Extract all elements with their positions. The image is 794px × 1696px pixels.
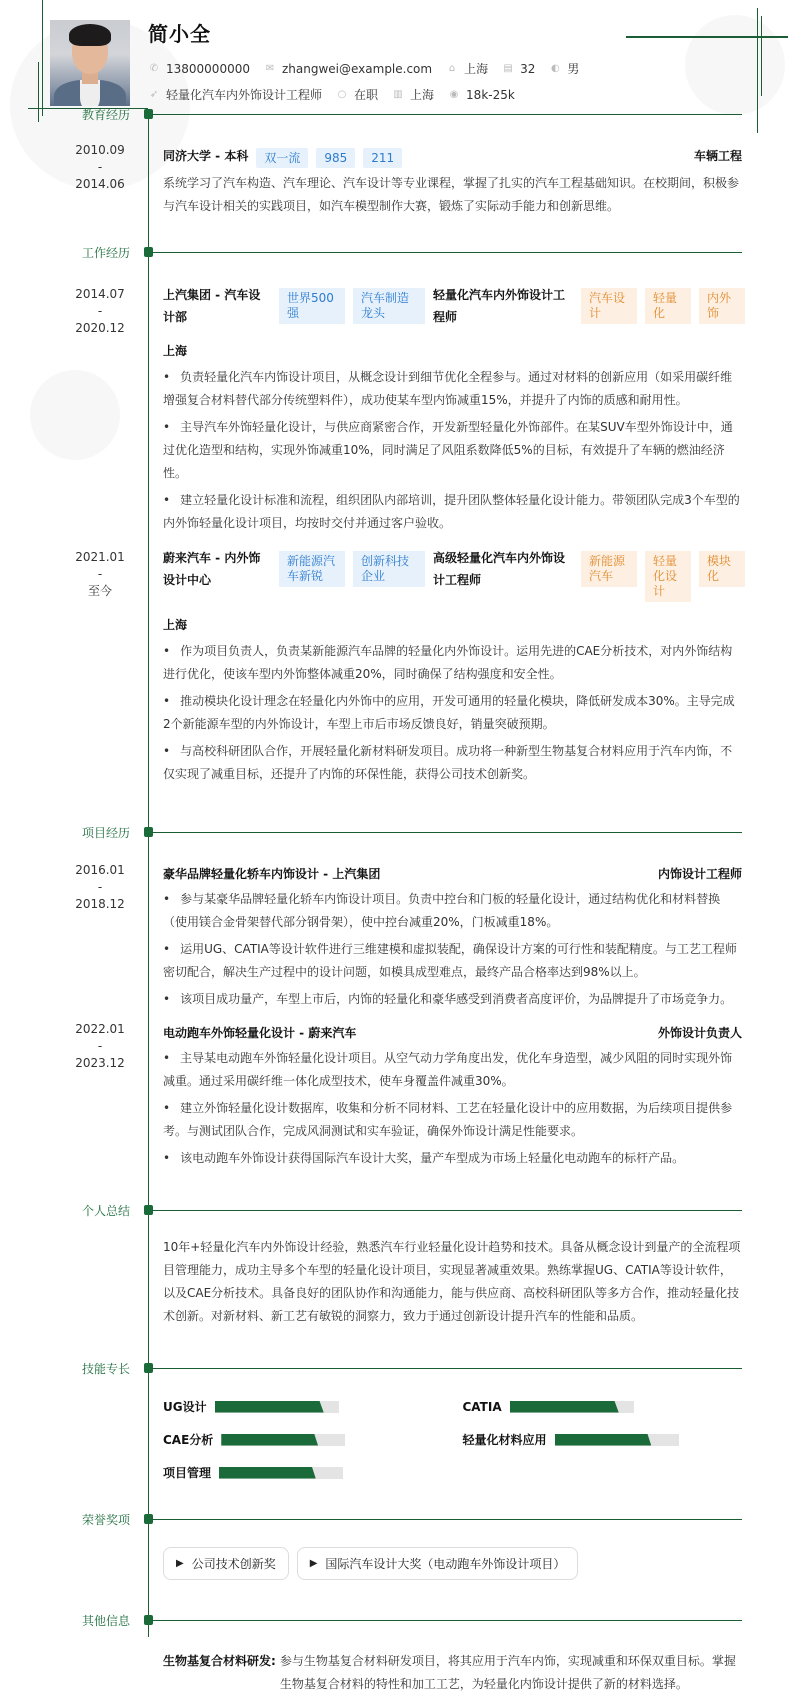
skill-label: CAE分析 (163, 1433, 214, 1447)
other-item (163, 1650, 742, 1696)
summary-text: 10年+轻量化汽车内外饰设计经验，熟悉汽车行业轻量化设计趋势和技术。具备从概念设计到量产的全流程项目管理能力，成功主导多个车型的轻量化设计项目，实现显著减重效果。熟练掌握UG、CATIA等设计软件，以及CAE分析技术。具备良好的团队协作和沟通能力，能与供应商、高校科研团队等多方合作，推动轻量化技术创新。对新材料、新工艺有敏锐的洞察力，致力于通过创新设计提升汽车的性能和品质。 (163, 1240, 741, 1323)
skill-progress-bar (219, 1467, 343, 1479)
award-chip (163, 1547, 289, 1580)
send-icon: ➶ (149, 88, 159, 100)
company-tag: 世界500强 (279, 288, 345, 324)
entry-head (163, 1021, 742, 1045)
entry-date: 2010.09 - 2014.06 (75, 143, 125, 191)
play-triangle-icon: ▶ (309, 1558, 318, 1569)
skill-label: 轻量化材料应用 (462, 1433, 547, 1447)
skill-label: CATIA (462, 1399, 502, 1414)
skill-item (463, 1398, 743, 1415)
work-entry (0, 547, 794, 786)
mail-icon: ✉ (265, 62, 275, 74)
award-label: 公司技术创新奖 (191, 1557, 276, 1571)
avatar-photo (50, 20, 130, 106)
projects-section (0, 822, 794, 1170)
section-divider (152, 1368, 742, 1369)
skill-progress-bar (555, 1434, 679, 1446)
bullet-item: • 该项目成功量产，车型上市后，内饰的轻量化和豪华感受到消费者高度评价，为品牌提升了市场竞争力。 (163, 988, 742, 1011)
salary-item (448, 88, 515, 102)
candidate-name: 简小全 (148, 22, 211, 46)
skill-progress-fill (219, 1467, 316, 1479)
skill-item (163, 1398, 443, 1415)
other-section (0, 1610, 794, 1696)
location-value: 上海 (464, 62, 489, 76)
section-title-skills: 技能专长 (81, 1362, 130, 1376)
job-position: 高级轻量化汽车内外饰设计工程师 (433, 551, 566, 587)
bullet-item: • 作为项目负责人，负责某新能源汽车品牌的轻量化内外饰设计。运用先进的CAE分析技术，对内外饰结构进行优化，使该车型内外饰整体减重20%，同时确保了结构强度和安全性。 (163, 640, 742, 686)
other-entry (0, 1650, 794, 1696)
bullet-item: • 建立轻量化设计标准和流程，组织团队内部培训，提升团队整体轻量化设计能力。带领团队完成3个车型的内外饰轻量化设计项目，均按时交付并通过客户验收。 (163, 489, 742, 535)
skill-progress-bar (221, 1434, 345, 1446)
section-divider (152, 114, 742, 115)
section-divider (152, 1620, 742, 1621)
gender-icon: ◐ (551, 62, 560, 74)
position-tag: 轻量化 (645, 288, 691, 324)
skill-item (163, 1431, 443, 1448)
skill-progress-bar (215, 1401, 339, 1413)
skill-progress-fill (510, 1401, 619, 1413)
section-divider (152, 1519, 742, 1520)
skills-grid (163, 1398, 742, 1481)
entry-head (163, 144, 742, 168)
building-icon: ▥ (393, 88, 403, 100)
awards-entry (0, 1547, 794, 1580)
position-tag: 新能源汽车 (581, 551, 637, 587)
phone-value: 13800000000 (166, 61, 250, 76)
bullet-item: • 主导汽车外饰轻量化设计，与供应商紧密合作，开发新型轻量化外饰部件。在某SUV车型外饰设计中，通过优化造型和结构，实现外饰减重10%，同时满足了风阻系数降低5%的目标，有效提升了车辆的燃油经济性。 (163, 416, 742, 485)
project-role: 内饰设计工程师 (657, 867, 742, 881)
school-tag: 211 (363, 148, 402, 168)
money-icon: ◉ (449, 88, 459, 100)
phone-item (148, 62, 250, 76)
bullet-item: • 建立外饰轻量化设计数据库，收集和分析不同材料、工艺在轻量化设计中的应用数据，为后续项目提供参考。与测试团队合作，完成风洞测试和实车验证，确保外饰设计满足性能要求。 (163, 1097, 742, 1143)
target-city-item (392, 86, 434, 103)
summary-section (0, 1200, 794, 1328)
bullet-item: • 与高校科研团队合作，开展轻量化新材料研发项目。成功将一种新型生物基复合材料应用于汽车内饰，不仅实现了减重目标，还提升了内饰的环保性能，获得公司技术创新奖。 (163, 740, 742, 786)
skill-item (163, 1464, 443, 1481)
work-entry (0, 284, 794, 535)
status-value: 在职 (354, 88, 379, 102)
awards-list (163, 1547, 742, 1580)
section-header (0, 1610, 794, 1630)
email-value: zhangwei@example.com (281, 61, 433, 76)
section-title-summary: 个人总结 (81, 1204, 130, 1218)
job-header (163, 547, 742, 602)
skill-progress-fill (221, 1434, 318, 1446)
work-city: 上海 (163, 344, 188, 358)
gender-item (549, 60, 579, 77)
home-icon: ⌂ (448, 62, 456, 74)
skill-item (463, 1431, 743, 1448)
education-section (0, 104, 794, 218)
bullet-item: • 负责轻量化汽车内饰设计项目，从概念设计到细节优化全程参与。通过对材料的创新应用（如采用碳纤维增强复合材料替代部分传统塑料件），成功使某车型内饰减重15%，并提升了内饰的质感和耐用性。 (163, 366, 742, 412)
bullet-item: • 主导某电动跑车外饰轻量化设计项目。从空气动力学角度出发，优化车身造型，减少风阻的同时实现外饰减重。通过采用碳纤维一体化成型技术，使车身覆盖件减重30%。 (163, 1047, 742, 1093)
section-divider (152, 1210, 742, 1211)
entry-date: 2014.07 - 2020.12 (75, 287, 125, 335)
other-item-label: 生物基复合材料研发: (163, 1654, 276, 1668)
section-divider (152, 832, 742, 833)
section-header (0, 1358, 794, 1378)
job-intent-row (148, 86, 529, 103)
summary-entry (0, 1236, 794, 1328)
project-entry (0, 862, 794, 1011)
company-tag: 创新科技企业 (353, 551, 425, 587)
section-header (0, 104, 794, 124)
target-position-value: 轻量化汽车内外饰设计工程师 (166, 88, 323, 102)
gender-value: 男 (567, 62, 580, 76)
phone-icon: ✆ (149, 62, 159, 74)
major: 车辆工程 (693, 149, 742, 163)
target-city-value: 上海 (410, 88, 435, 102)
award-label: 国际汽车设计大奖（电动跑车外饰设计项目） (325, 1557, 566, 1571)
skill-progress-fill (555, 1434, 652, 1446)
age-item (502, 62, 535, 76)
skills-section (0, 1358, 794, 1481)
bullet-item: • 该电动跑车外饰设计获得国际汽车设计大奖，量产车型成为市场上轻量化电动跑车的标杆产品。 (163, 1147, 742, 1170)
section-header (0, 242, 794, 262)
section-title-education: 教育经历 (81, 108, 130, 122)
skill-label: UG设计 (163, 1400, 207, 1414)
section-title-work: 工作经历 (81, 246, 130, 260)
contact-row (148, 60, 593, 77)
company-name: 上汽集团 - 汽车设计部 (163, 288, 261, 324)
position-tag: 轻量化设计 (645, 551, 691, 602)
school-name: 同济大学 - 本科 (163, 149, 249, 163)
project-bullets (163, 888, 742, 1011)
bullet-item: • 推动模块化设计理念在轻量化内外饰中的应用，开发可通用的轻量化模块，降低研发成本30%。主导完成2个新能源车型的内外饰设计，车型上市后市场反馈良好，销量突破预期。 (163, 690, 742, 736)
status-icon: ○ (337, 88, 347, 100)
school-tag: 985 (316, 148, 355, 168)
entry-date: 2016.01 - 2018.12 (75, 863, 125, 911)
age-value: 32 (520, 61, 536, 76)
work-bullets (163, 366, 742, 535)
skill-progress-bar (510, 1401, 634, 1413)
calendar-icon: ▤ (503, 62, 513, 74)
entry-date: 2022.01 - 2023.12 (75, 1022, 125, 1070)
section-header (0, 1200, 794, 1220)
location-item (446, 60, 488, 77)
awards-section (0, 1509, 794, 1580)
profile-header (0, 0, 794, 118)
project-entry (0, 1021, 794, 1170)
project-title: 豪华品牌轻量化轿车内饰设计 - 上汽集团 (163, 867, 381, 881)
entry-head (163, 862, 742, 886)
entry-date: 2021.01 - 至今 (75, 550, 125, 598)
skills-entry (0, 1398, 794, 1481)
section-header (0, 822, 794, 842)
section-title-other: 其他信息 (81, 1614, 130, 1628)
work-city: 上海 (163, 618, 188, 632)
salary-value: 18k-25k (466, 87, 515, 102)
school-tag: 双一流 (256, 148, 308, 168)
job-position: 轻量化汽车内外饰设计工程师 (433, 288, 566, 324)
section-header (0, 1509, 794, 1529)
project-role: 外饰设计负责人 (657, 1026, 742, 1040)
work-section (0, 242, 794, 786)
position-tag: 模块化 (699, 551, 745, 587)
position-tag: 汽车设计 (581, 288, 637, 324)
company-tag: 汽车制造龙头 (353, 288, 425, 324)
section-title-projects: 项目经历 (81, 826, 130, 840)
company-name: 蔚来汽车 - 内外饰设计中心 (163, 551, 261, 587)
education-description: 系统学习了汽车构造、汽车理论、汽车设计等专业课程，掌握了扎实的汽车工程基础知识。在校期间，积极参与汽车设计相关的实践项目，如汽车模型制作大赛，锻炼了实际动手能力和创新思维。 (163, 176, 740, 213)
skill-progress-fill (215, 1401, 324, 1413)
job-header (163, 284, 742, 328)
position-tag: 内外饰 (699, 288, 745, 324)
status-item (336, 86, 378, 103)
bullet-item: • 参与某豪华品牌轻量化轿车内饰设计项目。负责中控台和门板的轻量化设计，通过结构优化和材料替换（使用镁合金骨架替代部分钢骨架），使中控台减重20%，门板减重18%。 (163, 888, 742, 934)
company-tag: 新能源汽车新锐 (279, 551, 345, 587)
target-position-item (148, 86, 322, 103)
education-entry (0, 144, 794, 218)
award-chip (297, 1547, 579, 1580)
other-item-text: 参与生物基复合材料研发项目，将其应用于汽车内饰，实现减重和环保双重目标。掌握生物基复合材料的特性和加工工艺，为轻量化内饰设计提供了新的材料选择。 (279, 1654, 736, 1691)
section-title-awards: 荣誉奖项 (81, 1513, 130, 1527)
work-bullets (163, 640, 742, 786)
email-item (264, 62, 432, 76)
project-title: 电动跑车外饰轻量化设计 - 蔚来汽车 (163, 1026, 357, 1040)
section-divider (152, 252, 742, 253)
skill-label: 项目管理 (163, 1466, 212, 1480)
bullet-item: • 运用UG、CATIA等设计软件进行三维建模和虚拟装配，确保设计方案的可行性和装配精度。与工艺工程师密切配合，解决生产过程中的设计问题，如模具成型难点，最终产品合格率达到98%以上。 (163, 938, 742, 984)
project-bullets (163, 1047, 742, 1170)
play-triangle-icon: ▶ (176, 1558, 184, 1569)
